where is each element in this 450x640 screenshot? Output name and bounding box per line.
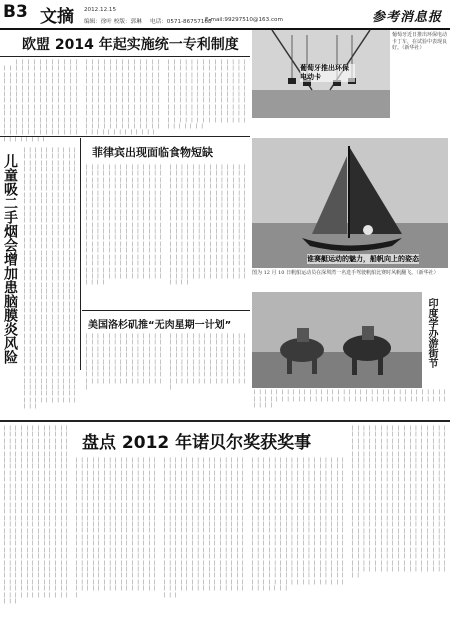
section-name: 文摘: [40, 7, 74, 27]
divider: [0, 420, 450, 422]
masthead: 参考消息报: [371, 10, 442, 25]
meatless-col-2: 丨丨丨丨丨丨丨丨丨丨丨丨丨丨丨丨丨丨丨丨丨丨丨丨丨丨丨丨丨丨丨丨丨丨丨丨丨丨丨丨丨丨丨丨丨丨丨丨丨丨丨丨丨丨丨丨丨丨丨丨丨丨丨丨丨丨丨丨丨丨丨丨丨丨丨丨丨丨丨丨丨丨丨丨丨丨丨丨丨丨丨丨丨丨丨丨丨丨丨丨丨丨丨丨丨丨丨丨丨丨丨丨丨: [168, 334, 248, 392]
email: E-mail:99297510@163.com: [205, 17, 283, 23]
philippines-col-1: 丨丨丨丨丨丨丨丨丨丨丨丨丨丨丨丨丨丨丨丨丨丨丨丨丨丨丨丨丨丨丨丨丨丨丨丨丨丨丨丨丨丨丨丨丨丨丨丨丨丨丨丨丨丨丨丨丨丨丨丨丨丨丨丨丨丨丨丨丨丨丨丨丨丨丨丨丨丨丨丨丨丨丨丨丨丨丨丨丨丨丨丨丨丨丨丨丨丨丨丨丨丨丨丨丨丨丨丨丨丨丨丨丨丨丨丨丨丨丨丨丨丨丨丨丨丨丨丨丨丨丨丨丨丨丨丨丨丨丨丨丨丨丨丨丨丨丨丨丨丨丨丨丨丨丨丨丨丨丨丨丨丨丨丨丨丨丨丨丨丨丨丨丨丨丨丨丨丨丨丨丨丨丨丨丨丨丨丨丨丨丨丨丨丨丨丨丨丨丨丨丨丨丨丨丨丨丨丨丨丨丨丨丨丨丨丨丨丨丨丨丨丨丨丨丨丨丨丨丨丨丨丨丨丨丨丨丨丨丨丨丨丨丨丨丨丨丨丨丨丨丨丨丨丨丨丨: [84, 165, 164, 287]
philippines-headline: 菲律宾出现面临食物短缺: [92, 146, 213, 159]
nobel-col-4: 丨丨丨丨丨丨丨丨丨丨丨丨丨丨丨丨丨丨丨丨丨丨丨丨丨丨丨丨丨丨丨丨丨丨丨丨丨丨丨丨丨丨丨丨丨丨丨丨丨丨丨丨丨丨丨丨丨丨丨丨丨丨丨丨丨丨丨丨丨丨丨丨丨丨丨丨丨丨丨丨丨丨丨丨丨丨丨丨丨丨丨丨丨丨丨丨丨丨丨丨丨丨丨丨丨丨丨丨丨丨丨丨丨丨丨丨丨丨丨丨丨丨丨丨丨丨丨丨丨丨丨丨丨丨丨丨丨丨丨丨丨丨丨丨丨丨丨丨丨丨丨丨丨丨丨丨丨丨丨丨丨丨丨丨丨丨丨丨丨丨丨丨丨丨丨丨丨丨丨丨丨丨丨丨丨丨丨丨丨丨丨丨丨丨丨丨丨丨丨丨丨丨丨丨丨丨丨丨丨丨丨丨丨丨丨丨丨丨丨丨丨丨丨丨丨丨丨丨丨丨丨丨丨丨丨丨丨丨丨丨丨丨丨丨丨丨丨丨丨丨丨丨丨丨丨丨丨丨丨丨丨丨丨丨丨丨丨丨丨丨丨丨丨丨丨丨丨丨丨丨丨丨丨丨丨丨丨丨丨丨丨丨丨丨丨丨丨丨丨丨丨丨丨丨丨丨丨丨丨丨丨丨丨丨丨丨丨丨丨丨丨丨丨丨丨丨丨丨丨丨丨丨丨丨丨丨丨丨丨丨丨丨丨丨丨丨丨: [250, 458, 346, 593]
divider: [0, 136, 250, 137]
nobel-col-5: 丨丨丨丨丨丨丨丨丨丨丨丨丨丨丨丨丨丨丨丨丨丨丨丨丨丨丨丨丨丨丨丨丨丨丨丨丨丨丨丨丨丨丨丨丨丨丨丨丨丨丨丨丨丨丨丨丨丨丨丨丨丨丨丨丨丨丨丨丨丨丨丨丨丨丨丨丨丨丨丨丨丨丨丨丨丨丨丨丨丨丨丨丨丨丨丨丨丨丨丨丨丨丨丨丨丨丨丨丨丨丨丨丨丨丨丨丨丨丨丨丨丨丨丨丨丨丨丨丨丨丨丨丨丨丨丨丨丨丨丨丨丨丨丨丨丨丨丨丨丨丨丨丨丨丨丨丨丨丨丨丨丨丨丨丨丨丨丨丨丨丨丨丨丨丨丨丨丨丨丨丨丨丨丨丨丨丨丨丨丨丨丨丨丨丨丨丨丨丨丨丨丨丨丨丨丨丨丨丨丨丨丨丨丨丨丨丨丨丨丨丨丨丨丨丨丨丨丨丨丨丨丨丨丨丨丨丨丨丨丨丨丨丨丨丨丨丨丨丨丨丨丨丨丨丨丨丨丨丨丨丨丨丨丨丨丨丨丨丨丨丨丨丨丨丨丨丨丨丨丨丨丨丨丨丨丨丨丨丨丨丨丨丨丨丨丨丨丨丨丨丨丨丨丨丨丨丨丨丨丨丨丨丨丨丨丨丨丨丨丨丨丨丨丨丨丨丨丨丨丨丨丨丨丨丨丨丨丨丨丨丨丨丨丨丨丨丨丨丨丨丨丨丨丨丨丨丨丨丨丨丨丨丨丨丨丨丨丨丨丨丨丨丨丨丨丨丨丨丨丨丨丨丨丨丨丨丨丨丨丨丨丨丨: [350, 426, 448, 580]
meatless-monday-headline: 美国洛杉矶推“无肉星期一计划”: [88, 320, 232, 331]
divider: [82, 310, 250, 311]
india-festival-photo: [252, 292, 422, 388]
swing-ride-photo: [252, 30, 390, 118]
sailing-photo-graphic: [252, 138, 448, 268]
india-festival-photo-graphic: [252, 292, 422, 388]
eu-article-col-2: 丨丨丨丨丨丨丨丨丨丨丨丨丨丨丨丨丨丨丨丨丨丨丨丨丨丨丨丨丨丨丨丨丨丨丨丨丨丨丨丨丨丨丨丨丨丨丨丨丨丨丨丨丨丨丨丨丨丨丨丨丨丨丨丨丨丨丨丨丨丨丨丨丨丨丨丨丨丨丨丨丨丨丨丨丨丨丨丨丨丨丨丨丨丨丨丨丨丨丨丨丨丨丨丨丨丨丨丨丨丨丨丨丨丨丨丨丨丨丨丨丨丨丨丨丨丨丨丨丨丨丨丨丨丨丨丨丨丨丨丨丨丨丨丨丨丨丨丨丨丨丨丨丨丨丨丨: [84, 60, 162, 137]
section-number: B3: [3, 2, 28, 22]
sailing-overlay-caption: 谁赛艇运动的魅力，船帆向上的姿态: [307, 255, 419, 263]
children-article-body: 丨丨丨丨丨丨丨丨丨丨丨丨丨丨丨丨丨丨丨丨丨丨丨丨丨丨丨丨丨丨丨丨丨丨丨丨丨丨丨丨丨丨丨丨丨丨丨丨丨丨丨丨丨丨丨丨丨丨丨丨丨丨丨丨丨丨丨丨丨丨丨丨丨丨丨丨丨丨丨丨丨丨丨丨丨丨丨丨丨丨丨丨丨丨丨丨丨丨丨丨丨丨丨丨丨丨丨丨丨丨丨丨丨丨丨丨丨丨丨丨丨丨丨丨丨丨丨丨丨丨丨丨丨丨丨丨丨丨丨丨丨丨丨丨丨丨丨丨丨丨丨丨丨丨丨丨丨丨丨丨丨丨丨丨丨丨丨丨丨丨丨丨丨丨丨丨丨丨丨丨丨丨丨丨丨丨丨丨丨丨丨丨丨丨丨丨丨丨丨丨丨丨丨丨丨丨丨丨丨丨丨丨丨丨丨丨丨丨丨丨丨丨丨丨丨丨丨丨丨丨丨丨丨丨丨丨丨丨丨丨丨丨丨丨丨丨丨丨丨丨丨丨丨丨丨丨丨丨丨丨丨丨丨丨丨丨丨丨丨丨丨丨丨丨丨丨丨丨丨丨丨丨丨丨丨丨丨丨丨丨丨丨丨丨丨丨丨丨丨丨丨丨丨丨丨丨丨丨丨丨丨丨丨丨丨丨丨丨丨丨丨丨丨丨丨丨丨丨丨丨丨丨丨丨丨丨丨丨丨丨丨丨丨丨丨丨丨丨丨丨丨丨丨丨丨丨丨丨丨丨丨丨丨丨丨丨丨丨丨丨丨丨丨丨丨丨丨丨丨丨丨丨丨丨丨丨丨丨丨丨丨丨丨丨丨丨丨丨丨丨丨丨丨: [22, 148, 79, 411]
india-caption: 丨丨丨丨丨丨丨丨丨丨丨丨丨丨丨丨丨丨丨丨丨丨丨丨丨丨丨丨丨丨丨丨丨丨丨丨丨丨丨丨丨丨丨丨丨丨丨丨丨丨丨丨丨丨丨丨丨丨丨丨丨丨丨丨丨丨丨丨丨丨丨丨丨丨: [252, 390, 449, 410]
nobel-col-3: 丨丨丨丨丨丨丨丨丨丨丨丨丨丨丨丨丨丨丨丨丨丨丨丨丨丨丨丨丨丨丨丨丨丨丨丨丨丨丨丨丨丨丨丨丨丨丨丨丨丨丨丨丨丨丨丨丨丨丨丨丨丨丨丨丨丨丨丨丨丨丨丨丨丨丨丨丨丨丨丨丨丨丨丨丨丨丨丨丨丨丨丨丨丨丨丨丨丨丨丨丨丨丨丨丨丨丨丨丨丨丨丨丨丨丨丨丨丨丨丨丨丨丨丨丨丨丨丨丨丨丨丨丨丨丨丨丨丨丨丨丨丨丨丨丨丨丨丨丨丨丨丨丨丨丨丨丨丨丨丨丨丨丨丨丨丨丨丨丨丨丨丨丨丨丨丨丨丨丨丨丨丨丨丨丨丨丨丨丨丨丨丨丨丨丨丨丨丨丨丨丨丨丨丨丨丨丨丨丨丨丨丨丨丨丨丨丨丨丨丨丨丨丨丨丨丨丨丨丨丨丨丨丨丨丨丨丨丨丨丨丨丨丨丨丨丨丨丨丨丨丨丨丨丨丨丨丨丨丨丨丨丨丨丨丨丨丨丨丨丨丨丨丨丨丨丨丨丨丨丨丨丨丨丨丨丨丨丨丨丨丨丨丨丨丨丨丨丨丨丨丨丨丨丨丨丨丨丨丨丨丨丨丨丨丨丨丨丨: [162, 458, 247, 599]
sailing-photo: [252, 138, 448, 268]
eu-article-col-1: 丨丨丨丨丨丨丨丨丨丨丨丨丨丨丨丨丨丨丨丨丨丨丨丨丨丨丨丨丨丨丨丨丨丨丨丨丨丨丨丨丨丨丨丨丨丨丨丨丨丨丨丨丨丨丨丨丨丨丨丨丨丨丨丨丨丨丨丨丨丨丨丨丨丨丨丨丨丨丨丨丨丨丨丨丨丨丨丨丨丨丨丨丨丨丨丨丨丨丨丨丨丨丨丨丨丨丨丨丨丨丨丨丨丨丨丨丨丨丨丨丨丨丨丨丨丨丨丨丨丨丨丨丨丨丨丨丨丨丨丨丨丨丨丨丨丨丨丨丨丨丨丨丨丨丨丨丨丨丨丨丨丨: [2, 60, 80, 143]
nobel-col-left: 丨丨丨丨丨丨丨丨丨丨丨丨丨丨丨丨丨丨丨丨丨丨丨丨丨丨丨丨丨丨丨丨丨丨丨丨丨丨丨丨丨丨丨丨丨丨丨丨丨丨丨丨丨丨丨丨丨丨丨丨丨丨丨丨丨丨丨丨丨丨丨丨丨丨丨丨丨丨丨丨丨丨丨丨丨丨丨丨丨丨丨丨丨丨丨丨丨丨丨丨丨丨丨丨丨丨丨丨丨丨丨丨丨丨丨丨丨丨丨丨丨丨丨丨丨丨丨丨丨丨丨丨丨丨丨丨丨丨丨丨丨丨丨丨丨丨丨丨丨丨丨丨丨丨丨丨丨丨丨丨丨丨丨丨丨丨丨丨丨丨丨丨丨丨丨丨丨丨丨丨丨丨丨丨丨丨丨丨丨丨丨丨丨丨丨丨丨丨丨丨丨丨丨丨丨丨丨丨丨丨丨丨丨丨丨丨丨丨丨丨丨丨丨丨丨丨丨丨丨丨丨丨丨丨丨丨丨丨丨丨丨丨丨丨丨丨丨丨丨丨丨丨丨丨丨丨丨丨丨丨丨丨丨丨丨丨丨丨丨丨丨丨丨丨丨丨丨丨丨丨丨丨丨丨丨丨丨丨丨丨丨丨丨丨丨丨丨丨丨丨丨丨丨丨丨丨丨丨丨丨丨丨丨丨丨丨丨丨丨丨丨丨丨丨丨丨丨: [2, 426, 70, 605]
sailing-caption: 图为 12 月 10 日帆船运动员在深圳湾一名选手驾驶帆船比赛时风帆翻飞。（新华社）: [252, 270, 439, 276]
nobel-headline: 盘点 2012 年诺贝尔奖获奖事: [82, 433, 312, 453]
eu-article-col-3: 丨丨丨丨丨丨丨丨丨丨丨丨丨丨丨丨丨丨丨丨丨丨丨丨丨丨丨丨丨丨丨丨丨丨丨丨丨丨丨丨丨丨丨丨丨丨丨丨丨丨丨丨丨丨丨丨丨丨丨丨丨丨丨丨丨丨丨丨丨丨丨丨丨丨丨丨丨丨丨丨丨丨丨丨丨丨丨丨丨丨丨丨丨丨丨丨丨丨丨丨丨丨丨丨丨丨丨丨丨丨丨丨丨丨丨丨丨丨丨丨丨丨丨丨丨丨丨丨丨丨丨丨丨丨丨丨丨丨丨丨丨丨丨丨丨丨丨: [166, 60, 248, 131]
issue-date: 2012.12.15: [84, 7, 117, 13]
column-divider: [80, 138, 81, 370]
page-header: [0, 0, 450, 30]
philippines-col-2: 丨丨丨丨丨丨丨丨丨丨丨丨丨丨丨丨丨丨丨丨丨丨丨丨丨丨丨丨丨丨丨丨丨丨丨丨丨丨丨丨丨丨丨丨丨丨丨丨丨丨丨丨丨丨丨丨丨丨丨丨丨丨丨丨丨丨丨丨丨丨丨丨丨丨丨丨丨丨丨丨丨丨丨丨丨丨丨丨丨丨丨丨丨丨丨丨丨丨丨丨丨丨丨丨丨丨丨丨丨丨丨丨丨丨丨丨丨丨丨丨丨丨丨丨丨丨丨丨丨丨丨丨丨丨丨丨丨丨丨丨丨丨丨丨丨丨丨丨丨丨丨丨丨丨丨丨丨丨丨丨丨丨丨丨丨丨丨丨丨丨丨丨丨丨丨丨丨丨丨丨丨丨丨丨丨丨丨丨丨丨丨丨丨丨丨丨丨丨丨丨丨丨丨丨丨丨丨丨丨丨丨丨丨丨丨丨丨丨丨丨丨丨丨丨丨丨丨丨丨丨丨丨丨丨丨丨丨丨丨丨丨丨丨丨丨丨丨丨丨丨丨丨丨丨丨丨: [168, 165, 248, 287]
editor-line: 编辑：徐叶 校版：郭琳: [84, 19, 142, 25]
india-headline: 印度学办游街节: [426, 298, 437, 368]
children-smoke-headline: 儿童吸二手烟会增加患脑膜炎风险: [2, 154, 18, 364]
phone: 电话：0571-86757168: [150, 19, 212, 25]
photo-caption-right: 葡萄牙近日推出环保电动卡丁车，在试验中表现良好。（新华社）: [392, 32, 448, 52]
meatless-col-1: 丨丨丨丨丨丨丨丨丨丨丨丨丨丨丨丨丨丨丨丨丨丨丨丨丨丨丨丨丨丨丨丨丨丨丨丨丨丨丨丨丨丨丨丨丨丨丨丨丨丨丨丨丨丨丨丨丨丨丨丨丨丨丨丨丨丨丨丨丨丨丨丨丨丨丨丨丨丨丨丨丨丨丨丨丨丨丨丨丨丨丨丨丨丨丨丨丨丨丨丨丨丨丨丨丨丨丨丨丨丨丨丨丨: [84, 334, 164, 392]
divider: [0, 56, 250, 57]
nobel-col-2: 丨丨丨丨丨丨丨丨丨丨丨丨丨丨丨丨丨丨丨丨丨丨丨丨丨丨丨丨丨丨丨丨丨丨丨丨丨丨丨丨丨丨丨丨丨丨丨丨丨丨丨丨丨丨丨丨丨丨丨丨丨丨丨丨丨丨丨丨丨丨丨丨丨丨丨丨丨丨丨丨丨丨丨丨丨丨丨丨丨丨丨丨丨丨丨丨丨丨丨丨丨丨丨丨丨丨丨丨丨丨丨丨丨丨丨丨丨丨丨丨丨丨丨丨丨丨丨丨丨丨丨丨丨丨丨丨丨丨丨丨丨丨丨丨丨丨丨丨丨丨丨丨丨丨丨丨丨丨丨丨丨丨丨丨丨丨丨丨丨丨丨丨丨丨丨丨丨丨丨丨丨丨丨丨丨丨丨丨丨丨丨丨丨丨丨丨丨丨丨丨丨丨丨丨丨丨丨丨丨丨丨丨丨丨丨丨丨丨丨丨丨丨丨丨丨丨丨丨丨丨丨丨丨丨丨丨丨丨丨丨丨丨丨丨丨丨丨丨丨丨丨丨丨丨丨丨丨丨丨丨丨丨丨丨丨丨丨丨丨丨丨丨丨丨丨丨丨丨丨丨丨丨丨丨丨丨丨丨丨丨丨丨丨丨丨丨丨丨丨丨丨丨丨丨丨丨丨丨丨丨丨丨丨丨丨丨: [74, 458, 159, 599]
photo-overlay-caption: 葡萄牙推出环保电动卡: [300, 64, 355, 82]
eu-patent-headline: 欧盟 2014 年起实施统一专利制度: [22, 37, 239, 53]
